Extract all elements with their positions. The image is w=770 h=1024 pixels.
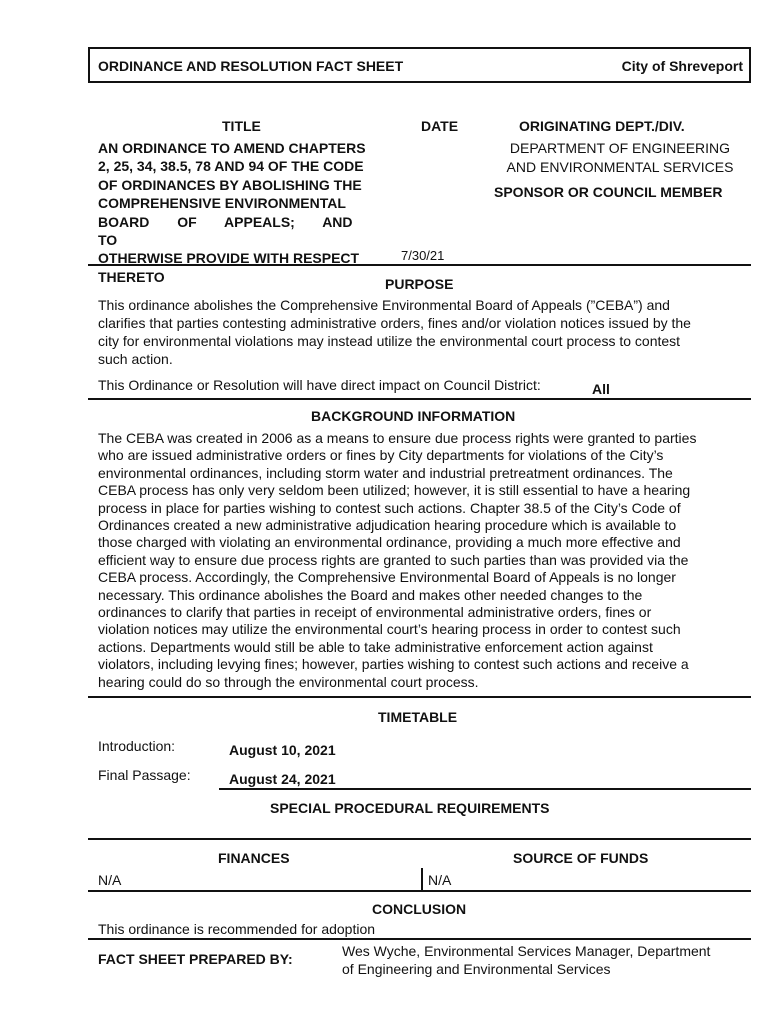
document-title: ORDINANCE AND RESOLUTION FACT SHEET — [98, 58, 404, 74]
finances-separator — [421, 868, 423, 890]
background-line: violation notices may utilize the environmental court’s hearing process in order to contest such — [98, 621, 681, 638]
background-line: ordinances to clarify that parties in receipt of environmental administrative orders, fines or — [98, 604, 652, 621]
intro-date: August 10, 2021 — [229, 742, 336, 758]
background-line: efficient way to ensure due process rights are granted to such parties than was provided via the — [98, 551, 689, 568]
finances-value: N/A — [98, 872, 122, 888]
purpose-line: clarifies that parties contesting administrative orders, fines and/or violation notices issued by the — [98, 315, 691, 331]
background-line: actions. Departments would still be able to take administrative enforcement action against — [98, 638, 653, 655]
background-text — [98, 430, 763, 691]
divider — [88, 696, 751, 698]
title-line: OF ORDINANCES BY ABOLISHING THE — [98, 176, 362, 193]
background-line: CEBA process. Accordingly, the Comprehensive Environmental Board of Appeals is no longer — [98, 569, 676, 586]
title-line: COMPREHENSIVE ENVIRONMENTAL — [98, 195, 346, 212]
divider — [88, 398, 751, 400]
background-line: those charged with violating an environmental ordinance, providing a much more effective and — [98, 534, 681, 551]
intro-label: Introduction: — [98, 738, 176, 754]
dept-line: DEPARTMENT OF ENGINEERING — [509, 140, 731, 156]
district-value: All — [592, 381, 610, 397]
background-line: The CEBA was created in 2006 as a means to ensure due process rights were granted to parties — [98, 430, 697, 446]
conclusion-heading: CONCLUSION — [372, 901, 467, 917]
purpose-line: such action. — [98, 351, 173, 367]
title-label: TITLE — [222, 118, 261, 134]
background-line: hearing could do so through the environmental court process. — [98, 673, 479, 690]
background-heading: BACKGROUND INFORMATION — [311, 408, 516, 424]
dept-label: ORIGINATING DEPT./DIV. — [519, 118, 685, 134]
background-line: necessary. This ordinance abolishes the Board and makes other needed changes to the — [98, 586, 643, 603]
title-line: BOARD OF APPEALS; AND TO — [98, 213, 353, 249]
divider — [88, 838, 751, 840]
background-line: CEBA process has only very seldom been utilized; however, it is still essential to have a hearing — [98, 482, 691, 499]
final-date: August 24, 2021 — [229, 771, 336, 787]
purpose-heading: PURPOSE — [385, 276, 454, 292]
dept-name — [470, 139, 770, 176]
timetable-rule — [219, 788, 751, 790]
background-line: Ordinances created a new administrative adjudication hearing procedure which is available to — [98, 517, 677, 534]
special-heading: SPECIAL PROCEDURAL REQUIREMENTS — [270, 800, 550, 816]
title-line: 2, 25, 34, 38.5, 78 AND 94 OF THE CODE — [98, 158, 364, 175]
district-text: This Ordinance or Resolution will have direct impact on Council District: — [98, 377, 541, 393]
header-box — [88, 47, 751, 83]
title-line: AN ORDINANCE TO AMEND CHAPTERS — [98, 140, 366, 156]
date-value: 7/30/21 — [401, 248, 445, 263]
divider — [88, 890, 751, 892]
purpose-line: This ordinance abolishes the Comprehensive Environmental Board of Appeals (”CEBA”) and — [98, 297, 670, 313]
background-line: process in place for parties wishing to contest such actions. Chapter 38.5 of the City’s Code of — [98, 499, 681, 516]
city-name: City of Shreveport — [621, 58, 743, 74]
prepared-by — [342, 942, 710, 978]
sponsor-label: SPONSOR OR COUNCIL MEMBER — [494, 184, 723, 200]
title-line: THERETO — [98, 268, 165, 285]
title-line: OTHERWISE PROVIDE WITH RESPECT — [98, 250, 360, 267]
prepared-line: Wes Wyche, Environmental Services Manager, Department — [342, 943, 711, 959]
background-line: environmental ordinances, including storm water and industrial pretreatment ordinances. The — [98, 464, 673, 481]
date-label: DATE — [421, 118, 459, 134]
timetable-heading: TIMETABLE — [378, 709, 458, 725]
source-value: N/A — [428, 872, 452, 888]
divider — [88, 938, 751, 940]
prepared-line: of Engineering and Environmental Services — [342, 961, 611, 977]
source-heading: SOURCE OF FUNDS — [513, 850, 649, 866]
background-line: violators, including levying fines; however, parties wishing to contest such actions and receive a — [98, 656, 689, 673]
dept-line: AND ENVIRONMENTAL SERVICES — [506, 158, 734, 175]
conclusion-text: This ordinance is recommended for adoption — [98, 921, 376, 937]
final-label: Final Passage: — [98, 767, 191, 783]
purpose-text — [98, 296, 758, 368]
background-line: who are issued administrative orders or fines by City departments for violations of the City’s — [98, 447, 664, 464]
divider — [88, 264, 751, 266]
finances-heading: FINANCES — [218, 850, 290, 866]
purpose-line: city for environmental violations may instead utilize the environmental court process to contest — [98, 333, 681, 349]
prepared-label: FACT SHEET PREPARED BY: — [98, 951, 293, 967]
